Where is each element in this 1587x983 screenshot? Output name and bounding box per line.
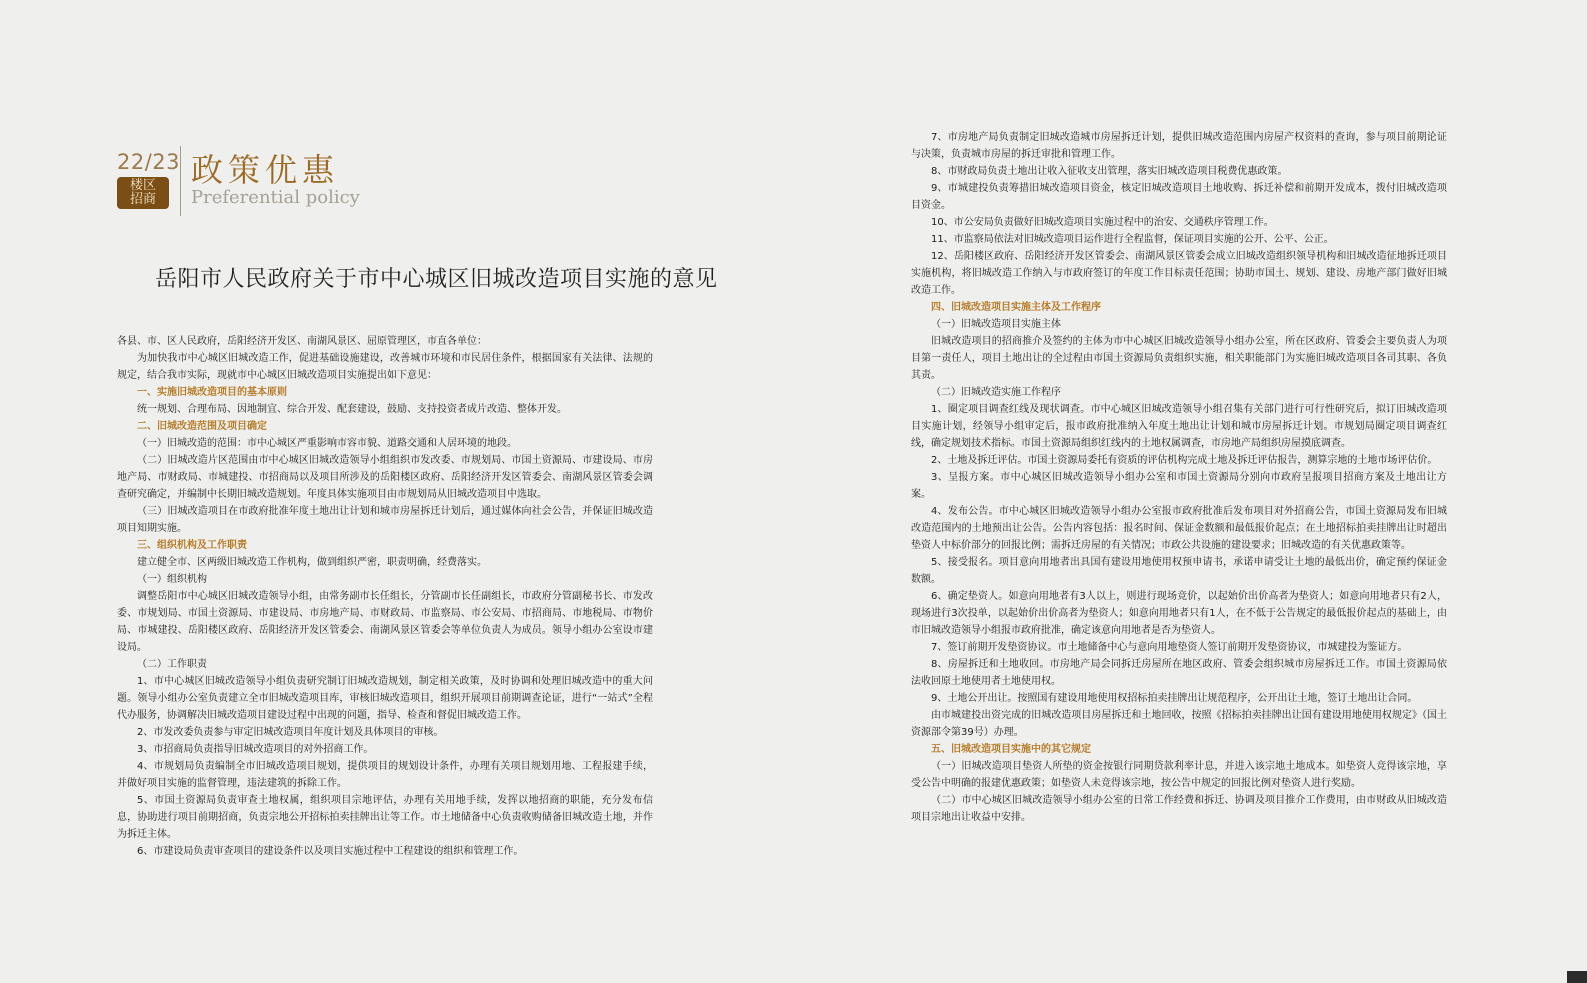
corner-mark (1567, 971, 1587, 983)
paragraph: （二）市中心城区旧城改造领导小组办公室的日常工作经费和拆迁、协调及项目推介工作费用，由市财政从旧城改造项目宗地出让收益中安排。 (911, 795, 1447, 823)
paragraph: 6、市建设局负责审查项目的建设条件以及项目实施过程中工程建设的组织和管理工作。 (137, 846, 524, 857)
subsection-heading: （一）组织机构 (137, 574, 207, 585)
paragraph: 调整岳阳市中心城区旧城改造领导小组，由常务副市长任组长，分管副市长任副组长，市政府分管副秘书长、市发改委、市规划局、市国土资源局、市建设局、市房地产局、市财政局、市监察局、市公安局、市招商局、市地税局、市物价局、市城建投、岳阳楼区政府、岳阳经济开发区管委会、南湖风景区管委会等单位负责人为成员。领导小组办公室设市建设局。 (117, 591, 653, 653)
paragraph: 8、市财政局负责土地出让收入征收支出管理，落实旧城改造项目税费优惠政策。 (931, 166, 1288, 177)
paragraph: （二）旧城改造片区范围由市中心城区旧城改造领导小组组织市发改委、市规划局、市国土资源局、市建设局、市房地产局、市财政局、市城建投、市招商局以及项目所涉及的岳阳楼区政府、岳阳经济开发区管委会、南湖风景区管委会调查研究确定，并编制中长期旧城改造规划。年度具体实施项目由市规划局从旧城改造项目中选取。 (117, 455, 653, 500)
paragraph: 统一规划、合理布局、因地制宜、综合开发、配套建设，鼓励、支持投资者成片改造、整体开发。 (137, 404, 567, 415)
salutation: 各县、市、区人民政府，岳阳经济开发区、南湖风景区、屈原管理区，市直各单位： (117, 336, 487, 347)
paragraph: 11、市监察局依法对旧城改造项目运作进行全程监督，保证项目实施的公开、公平、公正。 (931, 234, 1334, 245)
paragraph: 10、市公安局负责做好旧城改造项目实施过程中的治安、交通秩序管理工作。 (931, 217, 1274, 228)
page-number: 22/23 (117, 150, 181, 174)
left-text-column (117, 333, 653, 860)
section-heading: 三、组织机构及工作职责 (137, 540, 247, 551)
right-text-column (911, 129, 1447, 826)
document-title: 岳阳市人民政府关于市中心城区旧城改造项目实施的意见 (155, 267, 718, 292)
paragraph: 由市城建投出资完成的旧城改造项目房屋拆迁和土地回收，按照《招标拍卖挂牌出让国有建设用地使用权规定》（国土资源部令第39号）办理。 (911, 710, 1447, 738)
category-badge (117, 177, 169, 209)
paragraph: 4、市规划局负责编制全市旧城改造项目规划，提供项目的规划设计条件，办理有关项目规划用地、工程报建手续，并做好项目实施的监督管理，违法建筑的拆除工作。 (117, 761, 653, 789)
paragraph: 8、房屋拆迁和土地收回。市房地产局会同拆迁房屋所在地区政府、管委会组织城市房屋拆迁工作。市国土资源局依法收回原土地使用者土地使用权。 (911, 659, 1447, 687)
badge-line-1: 楼区 (129, 178, 156, 193)
paragraph: 4、发布公告。市中心城区旧城改造领导小组办公室报市政府批准后发布项目对外招商公告，市国土资源局发布旧城改造范围内的土地预出让公告。公告内容包括：报名时间、保证金数额和最低报价起点；在土地招标拍卖挂牌出让时超出垫资人中标价部分的回报比例；需拆迁房屋的有关情况；市政公共设施的建设要求；旧城改造的有关优惠政策等。 (911, 506, 1447, 551)
subsection-heading: （一）旧城改造项目实施主体 (931, 319, 1061, 330)
paragraph: 为加快我市中心城区旧城改造工作，促进基础设施建设，改善城市环境和市民居住条件，根据国家有关法律、法规的规定，结合我市实际，现就市中心城区旧城改造项目实施提出如下意见： (117, 353, 653, 381)
paragraph: 7、市房地产局负责制定旧城改造城市房屋拆迁计划，提供旧城改造范围内房屋产权资料的查询，参与项目前期论证与决策，负责城市房屋的拆迁审批和管理工作。 (911, 132, 1447, 160)
section-subtitle: Preferential policy (191, 187, 360, 208)
badge-line-2: 招商 (129, 192, 156, 207)
subsection-heading: （二）工作职责 (137, 659, 207, 670)
paragraph: 6、确定垫资人。如意向用地者有3人以上，则进行现场竞价，以起始价出价高者为垫资人；如意向用地者只有2人，现场进行3次投单，以起始价出价高者为垫资人；如意向用地者只有1人，在不低于公告规定的最低报价起点的基础上，由市旧城改造领导小组报市政府批准，确定该意向用地者是否为垫资人。 (911, 591, 1447, 636)
section-title: 政策优惠 (191, 151, 340, 189)
paragraph: 1、市中心城区旧城改造领导小组负责研究制订旧城改造规划，制定相关政策，及时协调和处理旧城改造中的重大问题。领导小组办公室负责建立全市旧城改造项目库，审核旧城改造项目，组织开展项目前期调查论证，进行“一站式”全程代办服务，协调解决旧城改造项目建设过程中出现的问题，指导、检查和督促旧城改造工作。 (117, 676, 653, 721)
paragraph: 旧城改造项目的招商推介及签约的主体为市中心城区旧城改造领导小组办公室，所在区政府、管委会主要负责人为项目第一责任人，项目土地出让的全过程由市国土资源局负责组织实施，相关职能部门为实施旧城改造项目各司其职、各负其责。 (911, 336, 1447, 381)
paragraph: （三）旧城改造项目在市政府批准年度土地出让计划和城市房屋拆迁计划后，通过媒体向社会公告，并保证旧城改造项目知期实施。 (117, 506, 653, 534)
paragraph: 12、岳阳楼区政府、岳阳经济开发区管委会、南湖风景区管委会成立旧城改造组织领导机构和旧城改造征地拆迁项目实施机构，将旧城改造工作纳入与市政府签订的年度工作目标责任范围；协助市国土、规划、建设、房地产部门做好旧城改造工作。 (911, 251, 1447, 296)
section-heading: 二、旧城改造范围及项目确定 (137, 421, 267, 432)
paragraph: 1、圈定项目调查红线及现状调查。市中心城区旧城改造领导小组召集有关部门进行可行性研究后，拟订旧城改造项目实施计划，经领导小组审定后，报市政府批准纳入年度土地出让计划和城市房屋拆迁计划。市规划局圈定项目调查红线，确定规划技术指标。市国土资源局组织红线内的土地权属调查，市房地产局组织房屋摸底调查。 (911, 404, 1447, 449)
section-heading: 五、旧城改造项目实施中的其它规定 (931, 744, 1091, 755)
paragraph: 2、市发改委负责参与审定旧城改造项目年度计划及具体项目的审核。 (137, 727, 444, 738)
paragraph: 5、市国土资源局负责审查土地权属，组织项目宗地评估，办理有关用地手续，发挥以地招商的职能，充分发布信息，协助进行项目前期招商，负责宗地公开招标拍卖挂牌出让等工作。市土地储备中心负责收购储备旧城改造土地，并作为拆迁主体。 (117, 795, 653, 840)
section-heading: 四、旧城改造项目实施主体及工作程序 (931, 302, 1101, 313)
section-heading: 一、实施旧城改造项目的基本原则 (137, 387, 287, 398)
paragraph: 7、签订前期开发垫资协议。市土地储备中心与意向用地垫资人签订前期开发垫资协议，市城建投为鉴证方。 (931, 642, 1408, 653)
subsection-heading: （二）旧城改造实施工作程序 (931, 387, 1061, 398)
paragraph: 3、呈报方案。市中心城区旧城改造领导小组办公室和市国土资源局分别向市政府呈报项目招商方案及土地出让方案。 (911, 472, 1447, 500)
paragraph: 5、接受报名。项目意向用地者出具国有建设用地使用权预申请书，承诺申请受让土地的最低出价，确定预约保证金数额。 (911, 557, 1447, 585)
paragraph: （一）旧城改造项目垫资人所垫的资金按银行同期贷款利率计息，并进入该宗地土地成本。如垫资人竞得该宗地，享受公告中明确的报建优惠政策；如垫资人未竞得该宗地，按公告中规定的回报比例对垫资人进行奖励。 (911, 761, 1447, 789)
paragraph: 3、市招商局负责指导旧城改造项目的对外招商工作。 (137, 744, 374, 755)
paragraph: 9、市城建投负责筹措旧城改造项目资金，核定旧城改造项目土地收购、拆迁补偿和前期开发成本，拨付旧城改造项目资金。 (911, 183, 1447, 211)
paragraph: （一）旧城改造的范围：市中心城区严重影响市容市貌、道路交通和人居环境的地段。 (137, 438, 517, 449)
header-divider (180, 146, 181, 216)
paragraph: 9、土地公开出让。按照国有建设用地使用权招标拍卖挂牌出让规范程序，公开出让土地，签订土地出让合同。 (931, 693, 1418, 704)
paragraph: 2、土地及拆迁评估。市国土资源局委托有资质的评估机构完成土地及拆迁评估报告，测算宗地的土地市场评估价。 (931, 455, 1438, 466)
paragraph: 建立健全市、区两级旧城改造工作机构，做到组织严密，职责明确，经费落实。 (137, 557, 487, 568)
